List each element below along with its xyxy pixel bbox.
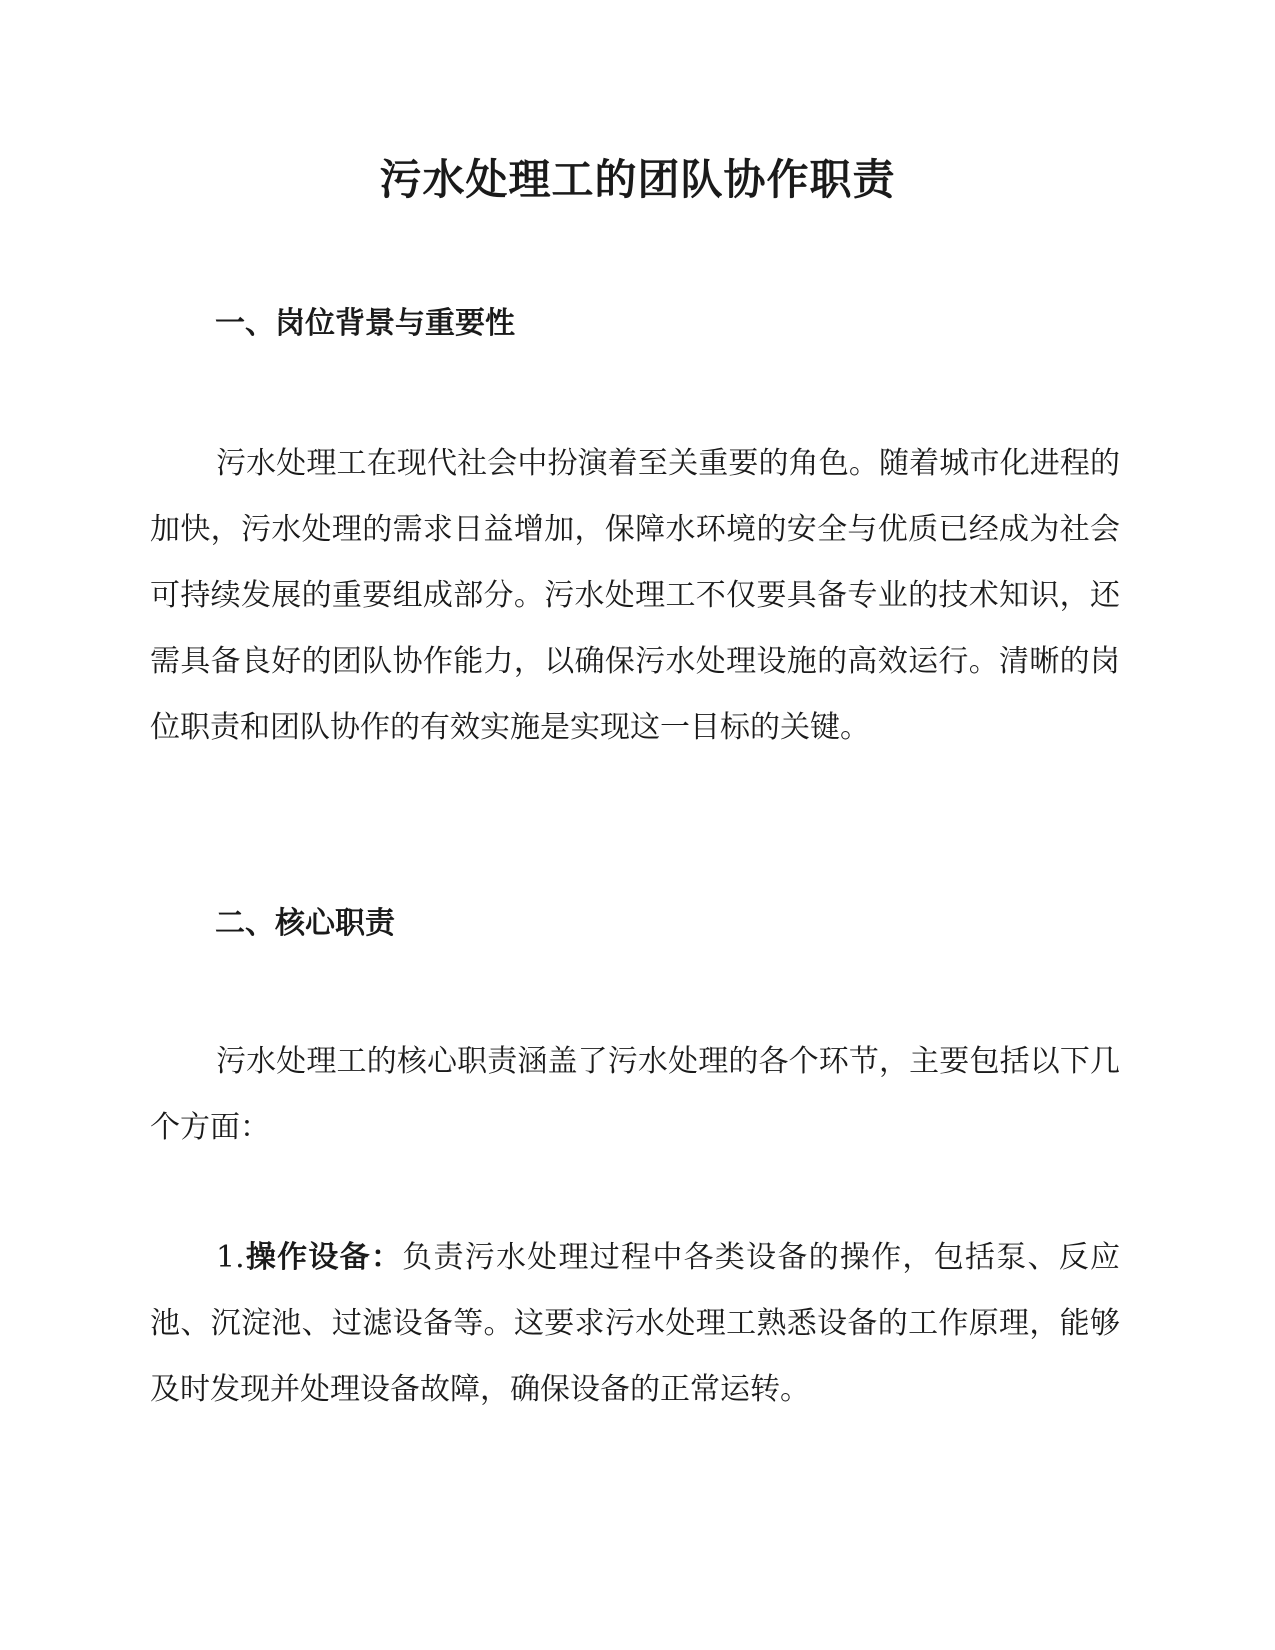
list-item-number: 1.: [216, 1240, 245, 1275]
document-title: 污水处理工的团队协作职责: [379, 155, 896, 204]
section-heading-core-duties: 二、核心职责: [215, 906, 395, 941]
list-item-text: 负责污水处理过程中各类设备的操作，包括泵、反应池、沉淀池、过滤设备等。这要求污水处理工熟悉设备的工作原理，能够及时发现并处理设备故障，确保设备的正常运转。: [150, 1240, 1121, 1407]
list-item-label: 操作设备：: [244, 1240, 403, 1275]
list-item-operate-equipment: [150, 1225, 1120, 1423]
paragraph-core-duties-intro: 污水处理工的核心职责涵盖了污水处理的各个环节，主要包括以下几个方面：: [150, 1044, 1120, 1145]
section-heading-background: 一、岗位背景与重要性: [215, 306, 515, 341]
paragraph-background: 污水处理工在现代社会中扮演着至关重要的角色。随着城市化进程的加快，污水处理的需求日益增加，保障水环境的安全与优质已经成为社会可持续发展的重要组成部分。污水处理工不仅要具备专业的技术知识，还需具备良好的团队协作能力，以确保污水处理设施的高效运行。清晰的岗位职责和团队协作的有效实施是实现这一目标的关键。: [150, 446, 1120, 745]
